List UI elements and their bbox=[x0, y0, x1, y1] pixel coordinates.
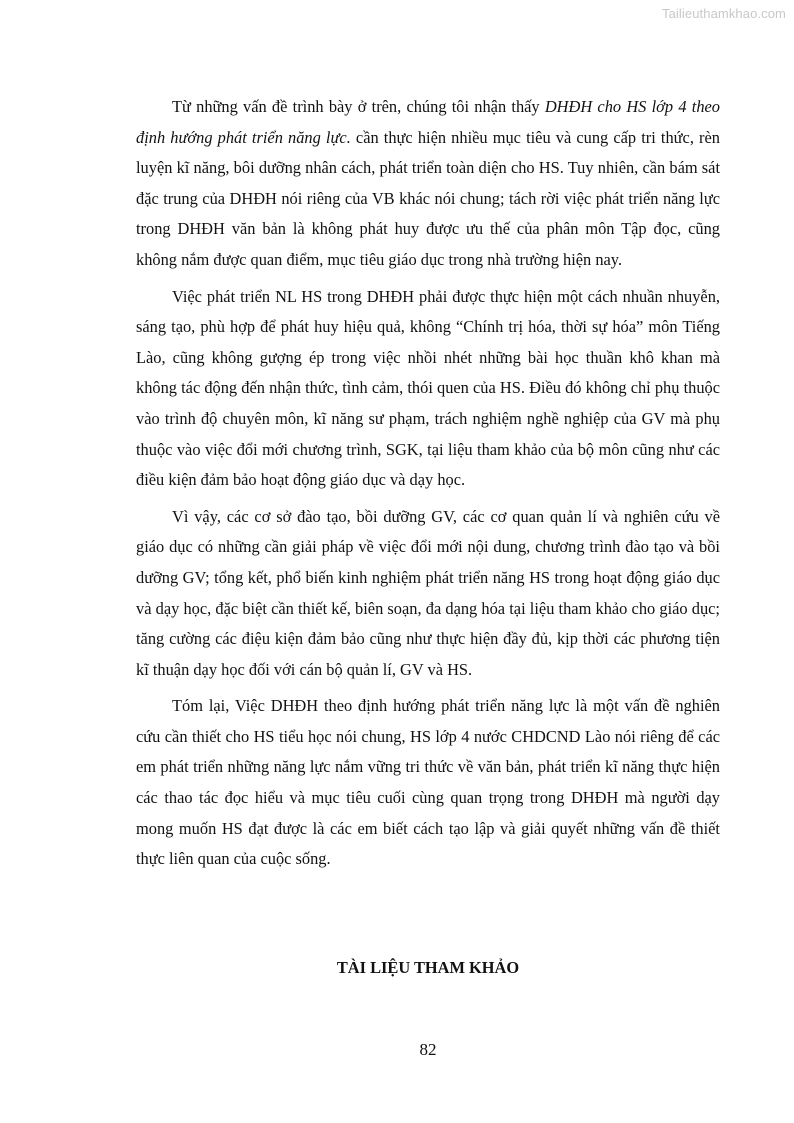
paragraph-2: Việc phát triển NL HS trong DHĐH phải được thực hiện một cách nhuần nhuyễn, sáng tạo, phù hợp để phát huy hiệu quả, không “Chính trị hóa, thời sự hóa” môn Tiếng Lào, cũng không gượng ép trong việc nhồi nhét những bài học thuần khô khan mà không tác động đến nhận thức, tình cảm, thói quen của HS. Điều đó không chỉ phụ thuộc vào trình độ chuyên môn, kĩ năng sư phạm, trách nghiệm nghề nghiệp của GV mà phụ thuộc vào việc đổi mới chương trình, SGK, tại liệu tham khảo của bộ môn cũng như các điều kiện đảm bảo hoạt động giáo dục và dạy học. bbox=[136, 286, 720, 490]
paragraph-1-rest: cần thực hiện nhiều mục tiêu và cung cấp tri thức, rèn luyện kĩ năng, bôi dưỡng nhân cách, phát triển toàn diện cho HS. Tuy nhiên, cần bám sát đặc trung của DHĐH nói riêng của VB khác nói chung; tách rời việc phát triển năng lực trong DHĐH văn bản là không phát huy được ưu thế của phân môn Tập đọc, cũng không nắm được quan điểm, mục tiêu giáo dục trong nhà trường hiện nay. bbox=[136, 127, 720, 269]
paragraph-1-italic: DHĐH cho HS lớp 4 theo định hướng phát triển năng lực. bbox=[136, 97, 720, 147]
watermark-text: Tailieuthamkhao.com bbox=[661, 6, 786, 21]
page-number: 82 bbox=[419, 1040, 437, 1059]
references-heading: TÀI LIỆU THAM KHẢO bbox=[336, 958, 520, 977]
paragraph-4: Tóm lại, Việc DHĐH theo định hướng phát triển năng lực là một vấn đề nghiên cứu cần thiết cho HS tiểu học nói chung, HS lớp 4 nước CHDCND Lào nói riêng để các em phát triển những năng lực nắm vững tri thức về văn bản, phát triển kĩ năng thực hiện các thao tác đọc hiểu và mục tiêu cuối cùng quan trọng trong DHĐH mà người dạy mong muốn HS đạt được là các em biết cách tạo lập và giải quyết những vấn đề thiết thực liên quan của cuộc sống. bbox=[136, 696, 720, 869]
paragraph-1 bbox=[136, 92, 720, 276]
paragraph-1-lead: Từ những vấn đề trình bày ở trên, chúng tôi nhận thấy bbox=[172, 97, 545, 116]
paragraph-3: Vì vậy, các cơ sở đào tạo, bồi dưỡng GV, các cơ quan quản lí và nghiên cứu về giáo dục có những cần giải pháp về việc đổi mới nội dung, chương trình đào tạo và bồi dưỡng GV; tổng kết, phổ biến kinh nghiệm phát triển năng HS trong hoạt động giáo dục và dạy học, đặc biệt cần thiết kế, biên soạn, đa dạng hóa tại liệu tham khảo cho giáo dục; tăng cường các điệu kiện đảm bảo cũng như thực hiện đầy đủ, kịp thời các phương tiện kĩ thuận dạy học đối với cán bộ quản lí, GV và HS. bbox=[136, 506, 720, 679]
document-body bbox=[136, 92, 720, 881]
